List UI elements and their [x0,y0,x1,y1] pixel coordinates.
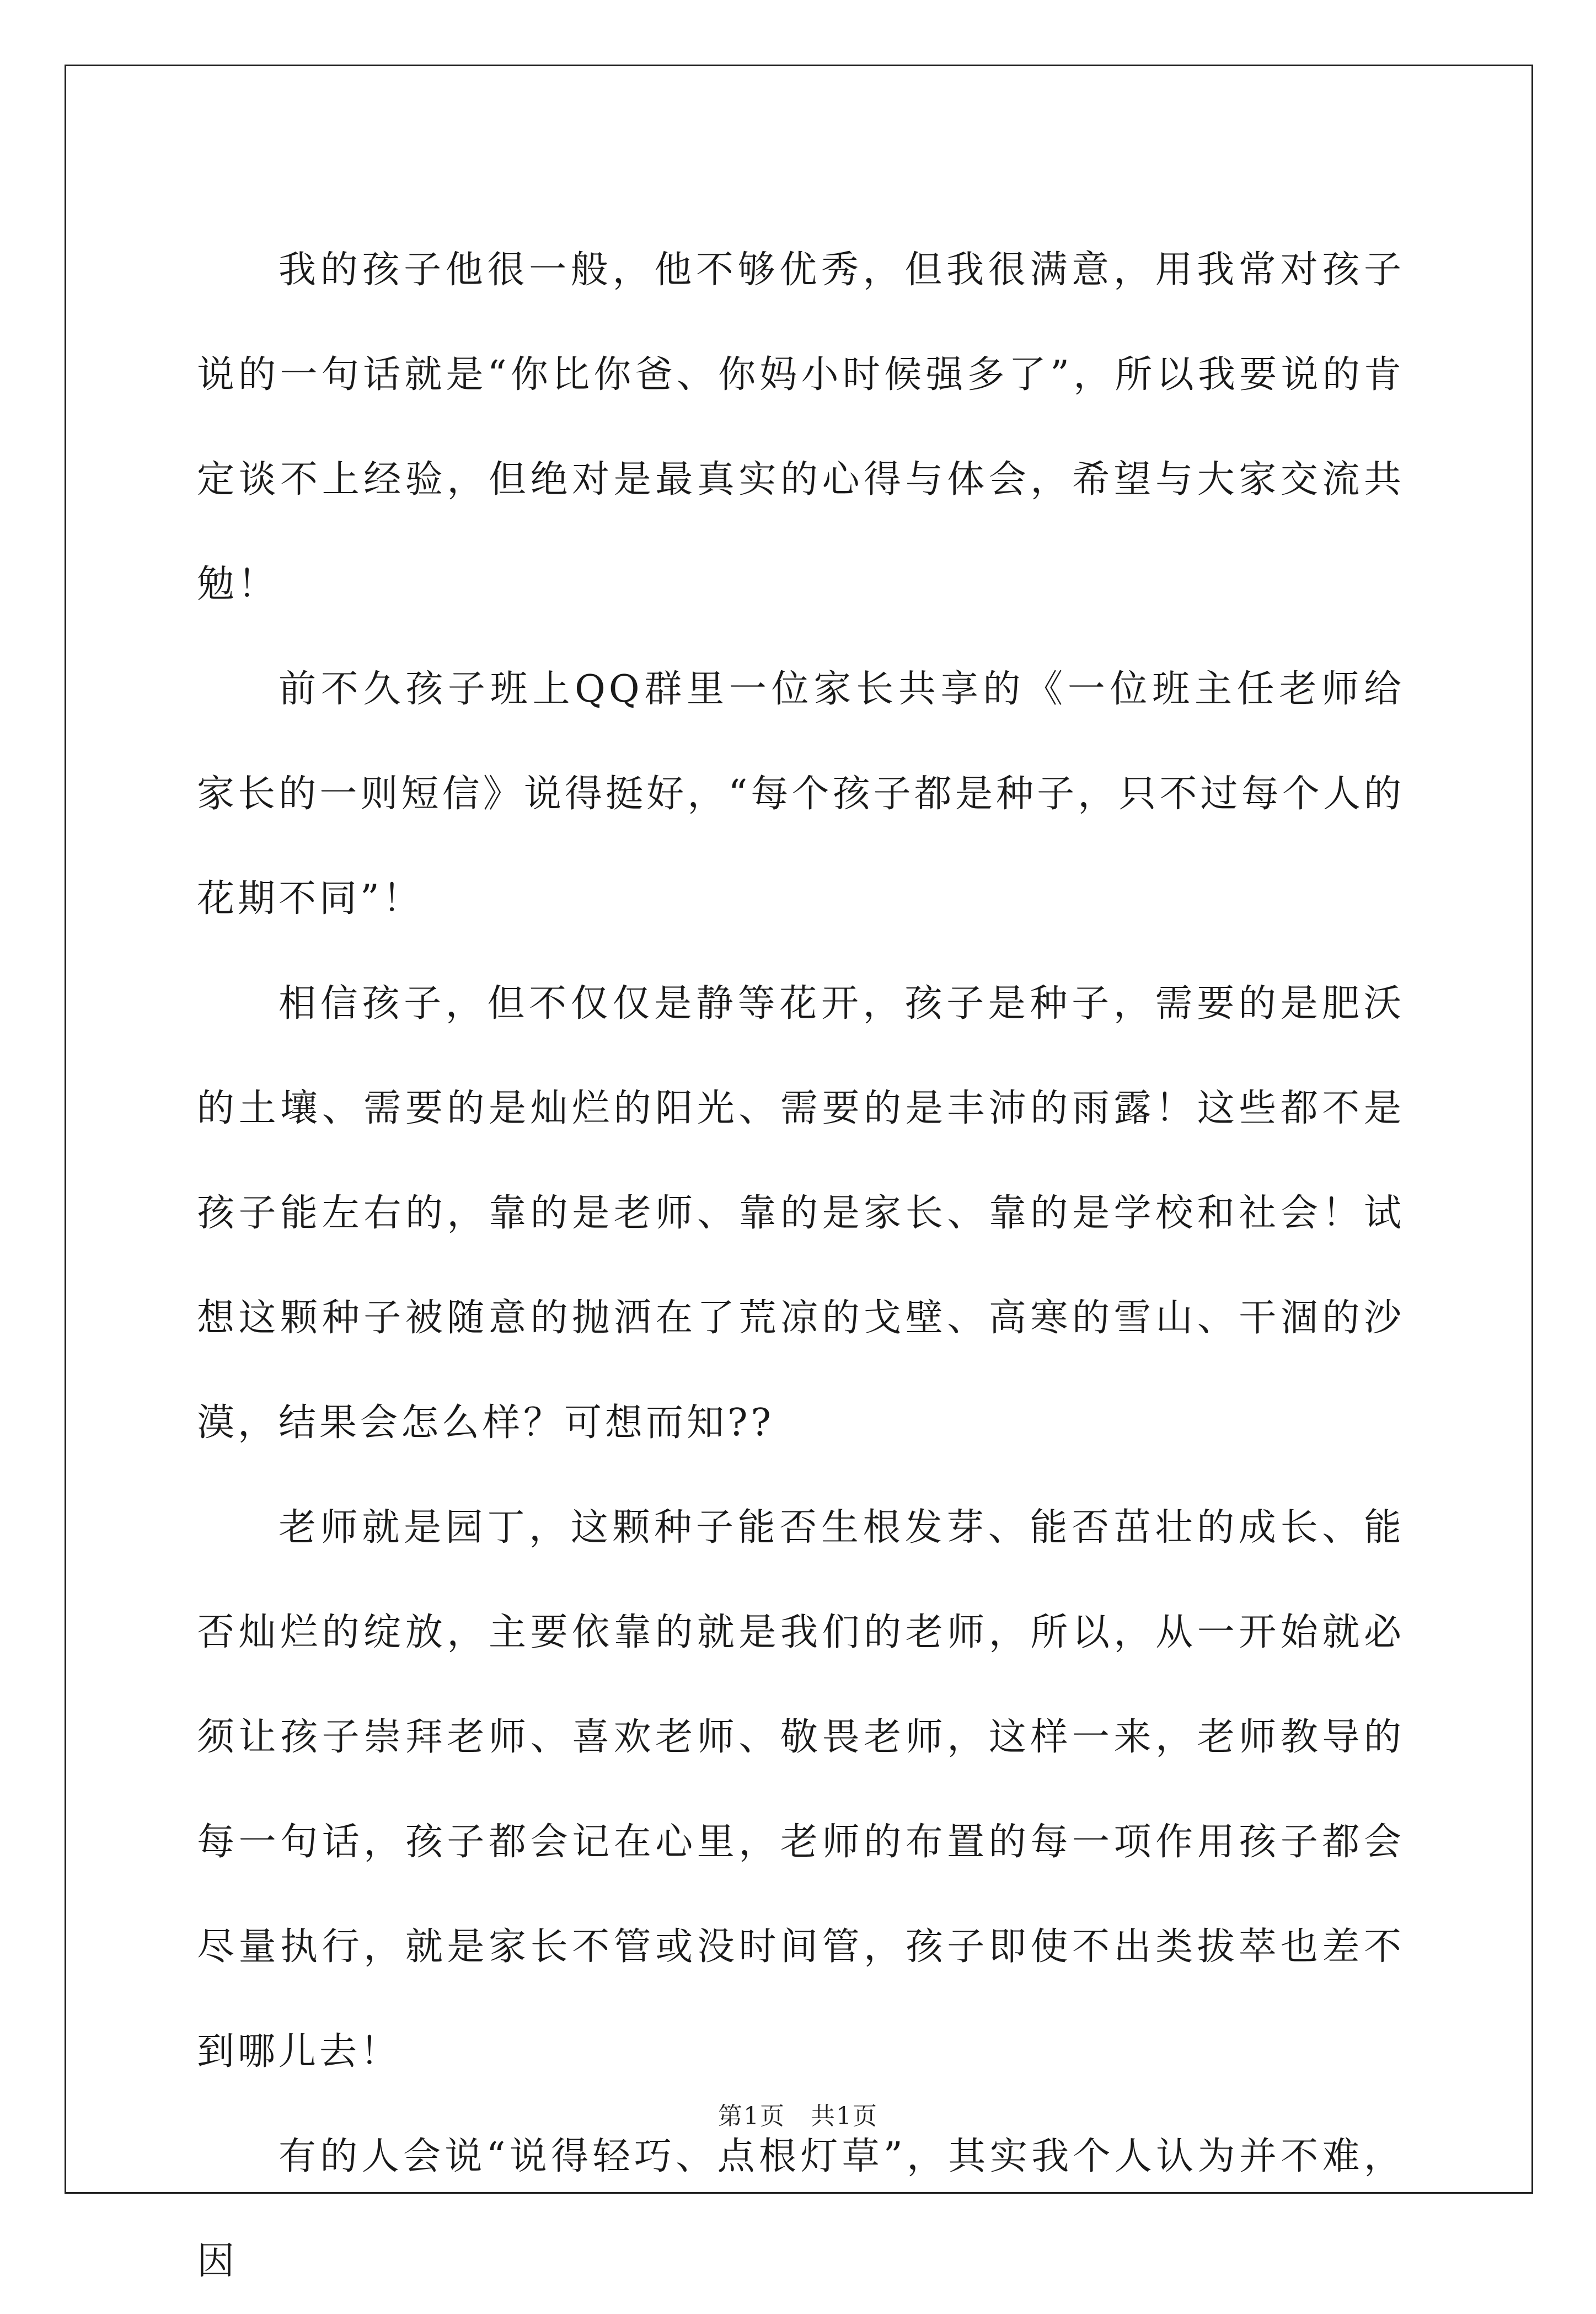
page-footer [0,2096,1596,2131]
paragraph-2: 前不久孩子班上QQ群里一位家长共享的《一位班主任老师给家长的一则短信》说得挺好，“每个孩子都是种子，只不过每个人的花期不同”！ [197,667,1405,921]
paragraph-4: 老师就是园丁，这颗种子能否生根发芽、能否茁壮的成长、能否灿烂的绽放，主要依靠的就是我们的老师，所以，从一开始就必须让孩子崇拜老师、喜欢老师、敬畏老师，这样一来，老师教导的每一句话，孩子都会记在心里，老师的布置的每一项作用孩子都会尽量执行，就是家长不管或没时间管，孩子即使不出类拔萃也差不到哪儿去！ [197,1506,1405,2073]
paragraph-3: 相信孩子，但不仅仅是静等花开，孩子是种子，需要的是肥沃的土壤、需要的是灿烂的阳光、需要的是丰沛的雨露！这些都不是孩子能左右的，靠的是老师、靠的是家长、靠的是学校和社会！试想这颗种子被随意的抛洒在了荒凉的戈壁、高寒的雪山、干涸的沙漠，结果会怎么样？可想而知?? [197,982,1405,1445]
paragraph-1: 我的孩子他很一般，他不够优秀，但我很满意，用我常对孩子说的一句话就是“你比你爸、你妈小时候强多了”，所以我要说的肯定谈不上经验，但绝对是最真实的心得与体会，希望与大家交流共勉！ [197,248,1405,606]
document-body [197,218,1405,2314]
page-total: 共1页 [811,2102,878,2130]
page-number: 第1页 [718,2102,785,2130]
paragraph-5: 有的人会说“说得轻巧、点根灯草”，其实我个人认为并不难，因 [197,2135,1405,2283]
